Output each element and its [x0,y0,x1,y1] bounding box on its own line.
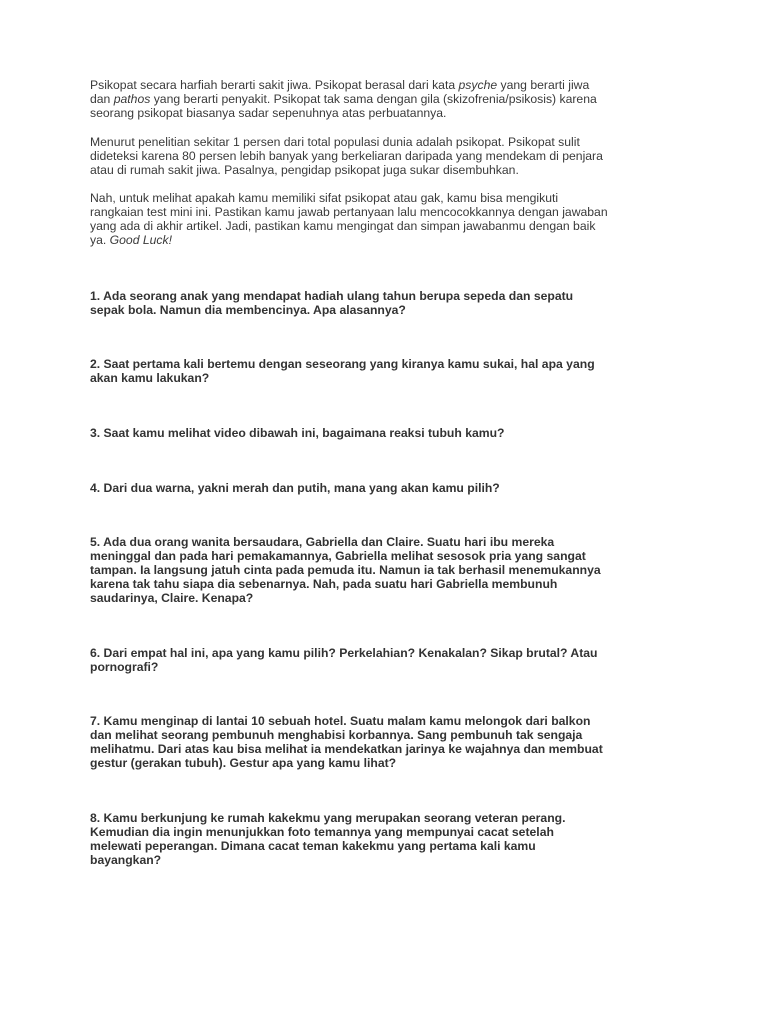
question-line: karena tak tahu siapa dia sebenarnya. Nah, pada suatu hari Gabriella membunuh [90,577,558,591]
question-line: gestur (gerakan tubuh). Gestur apa yang kamu lihat? [90,756,397,770]
question-line: pornografi? [90,660,159,674]
question-2 [90,357,690,385]
text-line: yang ada di akhir artikel. Jadi, pastikan kamu mengingat dan simpan jawabanmu dengan baik [90,219,596,233]
question-line: 8. Kamu berkunjung ke rumah kakekmu yang merupakan seorang veteran perang. [90,811,566,825]
question-8 [90,811,690,867]
question-line: 2. Saat pertama kali bertemu dengan seseorang yang kiranya kamu sukai, hal apa yang [90,357,595,371]
question-line: akan kamu lakukan? [90,371,210,385]
text-line: dan pathos yang berarti penyakit. Psikopat tak sama dengan gila (skizofrenia/psikosis) karena [90,92,597,106]
question-3 [90,426,690,440]
question-4 [90,481,690,495]
question-6 [90,646,690,674]
italic-term: pathos [113,92,151,106]
question-line: sepak bola. Namun dia membencinya. Apa alasannya? [90,303,406,317]
text-line: atau di rumah sakit jiwa. Pasalnya, pengidap psikopat juga sukar disembuhkan. [90,163,519,177]
question-line: 4. Dari dua warna, yakni merah dan putih, mana yang akan kamu pilih? [90,481,500,495]
question-line: saudarinya, Claire. Kenapa? [90,591,254,605]
question-line: 6. Dari empat hal ini, apa yang kamu pilih? Perkelahian? Kenakalan? Sikap brutal? Atau [90,646,598,660]
text-line: seorang psikopat biasanya sadar sepenuhnya atas perbuatannya. [90,106,447,120]
intro-paragraph-2 [90,135,690,177]
question-line: Kemudian dia ingin menunjukkan foto temannya yang mempunyai cacat setelah [90,825,554,839]
question-line: 5. Ada dua orang wanita bersaudara, Gabriella dan Claire. Suatu hari ibu mereka [90,535,555,549]
question-5 [90,535,690,605]
text-line: Nah, untuk melihat apakah kamu memiliki sifat psikopat atau gak, kamu bisa mengikuti [90,191,559,205]
question-line: dan melihat seorang pembunuh menghabisi korbannya. Sang pembunuh tak sengaja [90,728,583,742]
question-7 [90,714,690,770]
question-line: melewati peperangan. Dimana cacat teman kakekmu yang pertama kali kamu [90,839,536,853]
text-line: dideteksi karena 80 persen lebih banyak yang berkeliaran daripada yang mendekam di penjara [90,149,603,163]
text-line: Menurut penelitian sekitar 1 persen dari total populasi dunia adalah psikopat. Psikopat sulit [90,135,580,149]
text-line: rangkaian test mini ini. Pastikan kamu jawab pertanyaan lalu mencocokkannya dengan jawaban [90,205,608,219]
intro-paragraph-3 [90,191,690,247]
italic-term: Good Luck! [109,233,172,247]
italic-term: psyche [458,78,498,92]
text-line: Psikopat secara harfiah berarti sakit jiwa. Psikopat berasal dari kata psyche yang berarti jiwa [90,78,590,92]
text-line: ya. Good Luck! [90,233,172,247]
question-line: meninggal dan pada hari pemakamannya, Gabriella melihat sesosok pria yang sangat [90,549,586,563]
question-line: 1. Ada seorang anak yang mendapat hadiah ulang tahun berupa sepeda dan sepatu [90,289,574,303]
question-line: bayangkan? [90,853,162,867]
intro-paragraph-1 [90,78,690,120]
question-line: 3. Saat kamu melihat video dibawah ini, bagaimana reaksi tubuh kamu? [90,426,505,440]
question-1 [90,289,690,317]
question-line: melihatmu. Dari atas kau bisa melihat ia mendekatkan jarinya ke wajahnya dan membuat [90,742,603,756]
question-line: 7. Kamu menginap di lantai 10 sebuah hotel. Suatu malam kamu melongok dari balkon [90,714,591,728]
question-line: tampan. Ia langsung jatuh cinta pada pemuda itu. Namun ia tak berhasil menemukannya [90,563,601,577]
